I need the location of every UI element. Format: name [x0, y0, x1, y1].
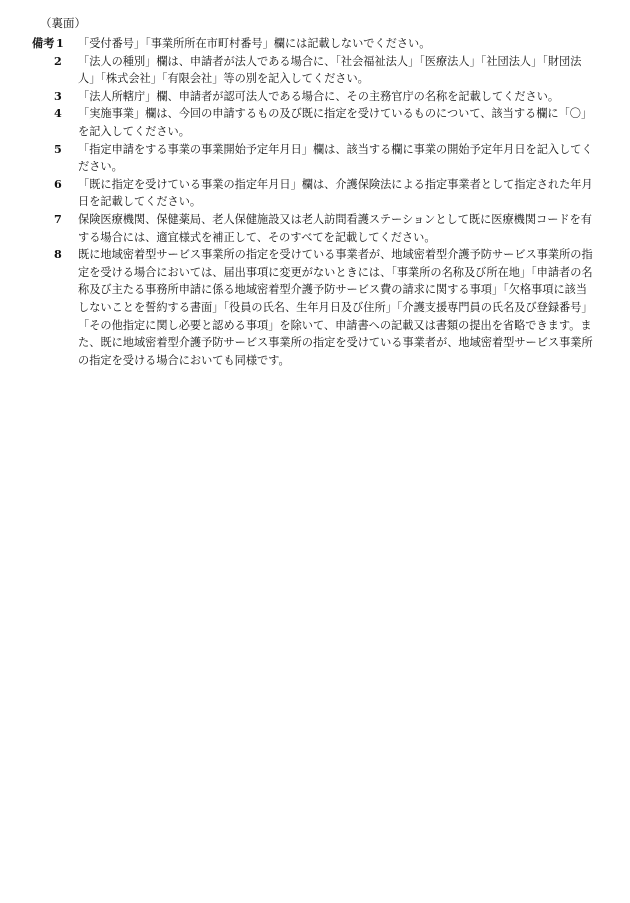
note-number: 5 — [54, 141, 62, 156]
note-number: 4 — [54, 106, 62, 121]
note-text: 「法人の種別」欄は、申請者が法人である場合に、「社会福祉法人」「医療法人」「社団法人」「財団法人」「株式会社」「有限会社」等の別を記入してください。 — [78, 54, 582, 86]
note-item-8 — [32, 246, 598, 369]
note-text: 「指定申請をする事業の事業開始予定年月日」欄は、該当する欄に事業の開始予定年月日を記入してください。 — [78, 142, 593, 174]
note-text: 「受付番号」「事業所所在市町村番号」欄には記載しないでください。 — [78, 37, 431, 50]
note-item-6 — [32, 176, 598, 211]
note-number: 8 — [54, 247, 62, 262]
note-item-7 — [32, 211, 598, 246]
note-number: 2 — [54, 53, 62, 68]
notes-prefix: 備考 — [32, 36, 55, 50]
note-item-5 — [32, 141, 598, 176]
note-number: 7 — [54, 211, 62, 226]
note-text: 「実施事業」欄は、今回の申請するもの及び既に指定を受けているものについて、該当する欄に「〇」を記入してください。 — [78, 107, 593, 138]
page-heading: （裏面） — [40, 16, 86, 30]
note-item-1 — [32, 35, 598, 53]
note-number: 3 — [54, 88, 62, 103]
note-number: 1 — [56, 36, 64, 50]
note-text: 既に地域密着型サービス事業所の指定を受けている事業者が、地域密着型介護予防サービス事業所の指定を受ける場合においては、届出事項に変更がないときには、「事業所の名称及び所在地」「申請者の名称及び主たる事務所申請に係る地域密着型介護予防サービス費の請求に関する事項」「欠格事項に該当しないことを誓約する書面」「役員の氏名、生年月日及び住所」「介護支援専門員の氏名及び登録番号」「その他指定に関し必要と認める事項」を除いて、申請書への記載又は書類の提出を省略できます。また、既に地域密着型介護予防サービス事業所の指定を受けている事業者が、地域密着型サービス事業所の指定を受ける場合においても同様です。 — [78, 248, 593, 367]
note-item-4 — [32, 105, 598, 140]
note-number: 6 — [54, 176, 62, 191]
note-text: 「既に指定を受けている事業の指定年月日」欄は、介護保険法による指定事業者として指定された年月日を記載してください。 — [78, 177, 593, 209]
note-item-3 — [32, 88, 598, 106]
notes-list — [32, 35, 598, 369]
note-item-2 — [32, 53, 598, 88]
note-text: 「法人所轄庁」欄、申請者が認可法人である場合に、その主務官庁の名称を記載してください。 — [78, 89, 560, 103]
note-text: 保険医療機関、保健薬局、老人保健施設又は老人訪問看護ステーションとして既に医療機関コードを有する場合には、適宜様式を補正して、そのすべてを記載してください。 — [78, 212, 592, 244]
